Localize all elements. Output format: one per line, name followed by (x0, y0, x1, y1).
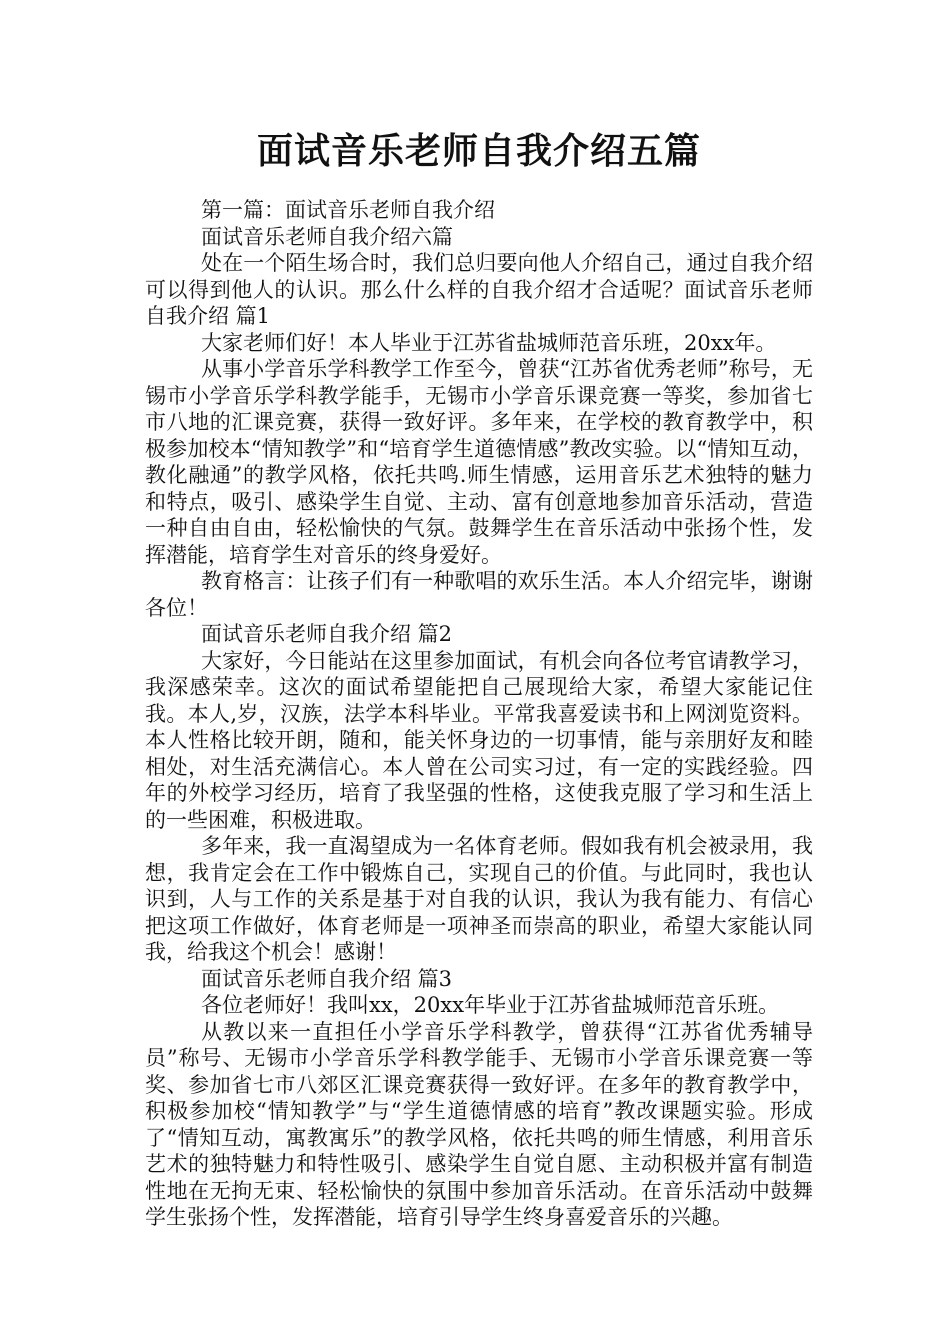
section-heading: 面试音乐老师自我介绍 篇3 (201, 966, 453, 991)
paragraph: 大家好，今日能站在这里参加面试，有机会向各位考官请教学习，我深感荣幸。这次的面试希望能把自己展现给大家，希望大家能记住我。本人,岁，汉族，法学本科毕业。平常我喜爱读书和上网浏览资料。本人性格比较开朗，随和，能关怀身边的一切事情，能与亲朋好友和睦相处，对生活充满信心。本人曾在公司实习过，有一定的实践经验。四年的外校学习经历，培育了我坚强的性格，这使我克服了学习和生活上的一些困难，积极进取。 (145, 648, 813, 832)
paragraph: 从事小学音乐学科教学工作至今，曾获“江苏省优秀老师”称号，无锡市小学音乐学科教学能手，无锡市小学音乐课竞赛一等奖，参加省七市八地的汇课竞赛，获得一致好评。多年来，在学校的教育教学中，积极参加校本“情知教学”和“培育学生道德情感”教改实验。以“情知互动，教化融通”的教学风格，依托共鸣.师生情感，运用音乐艺术独特的魅力和特点，吸引、感染学生自觉、主动、富有创意地参加音乐活动，营造一种自由自由，轻松愉快的气氛。鼓舞学生在音乐活动中张扬个性，发挥潜能，培育学生对音乐的终身爱好。 (145, 357, 813, 567)
document-body (145, 197, 813, 1231)
section-heading: 面试音乐老师自我介绍 篇2 (201, 622, 453, 646)
section-subtitle: 面试音乐老师自我介绍六篇 (201, 224, 453, 249)
paragraph: 多年来，我一直渴望成为一名体育老师。假如我有机会被录用，我想，我肯定会在工作中锻炼自己，实现自己的价值。与此同时，我也认识到，人与工作的关系是基于对自我的认识，我认为我有能力、有信心把这项工作做好，体育老师是一项神圣而崇高的职业，希望大家能认同我，给我这个机会！感谢！ (145, 834, 813, 964)
paragraph: 大家老师们好！本人毕业于江苏省盐城师范音乐班，20xx年。 (201, 330, 777, 355)
section-heading: 第一篇：面试音乐老师自我介绍 (201, 198, 495, 222)
paragraph: 从教以来一直担任小学音乐学科教学，曾获得“江苏省优秀辅导员”称号、无锡市小学音乐学科教学能手、无锡市小学音乐课竞赛一等奖、参加省七市八郊区汇课竞赛获得一致好评。在多年的教育教学中，积极参加校“情知教学”与“学生道德情感的培育”教改课题实验。形成了“情知互动，寓教寓乐”的教学风格，依托共鸣的师生情感，利用音乐艺术的独特魅力和特性吸引、感染学生自觉自愿、主动积极并富有制造性地在无拘无束、轻松愉快的氛围中参加音乐活动。在音乐活动中鼓舞学生张扬个性，发挥潜能，培育引导学生终身喜爱音乐的兴趣。 (145, 1019, 813, 1229)
paragraph: 处在一个陌生场合时，我们总归要向他人介绍自己，通过自我介绍可以得到他人的认识。那么什么样的自我介绍才合适呢？面试音乐老师自我介绍 篇1 (145, 251, 813, 328)
paragraph: 各位老师好！我叫xx，20xx年毕业于江苏省盐城师范音乐班。 (201, 993, 780, 1017)
document-title: 面试音乐老师自我介绍五篇 (256, 130, 701, 172)
paragraph: 教育格言：让孩子们有一种歌唱的欢乐生活。本人介绍完毕，谢谢各位！ (145, 569, 813, 620)
document-page (145, 125, 813, 1231)
